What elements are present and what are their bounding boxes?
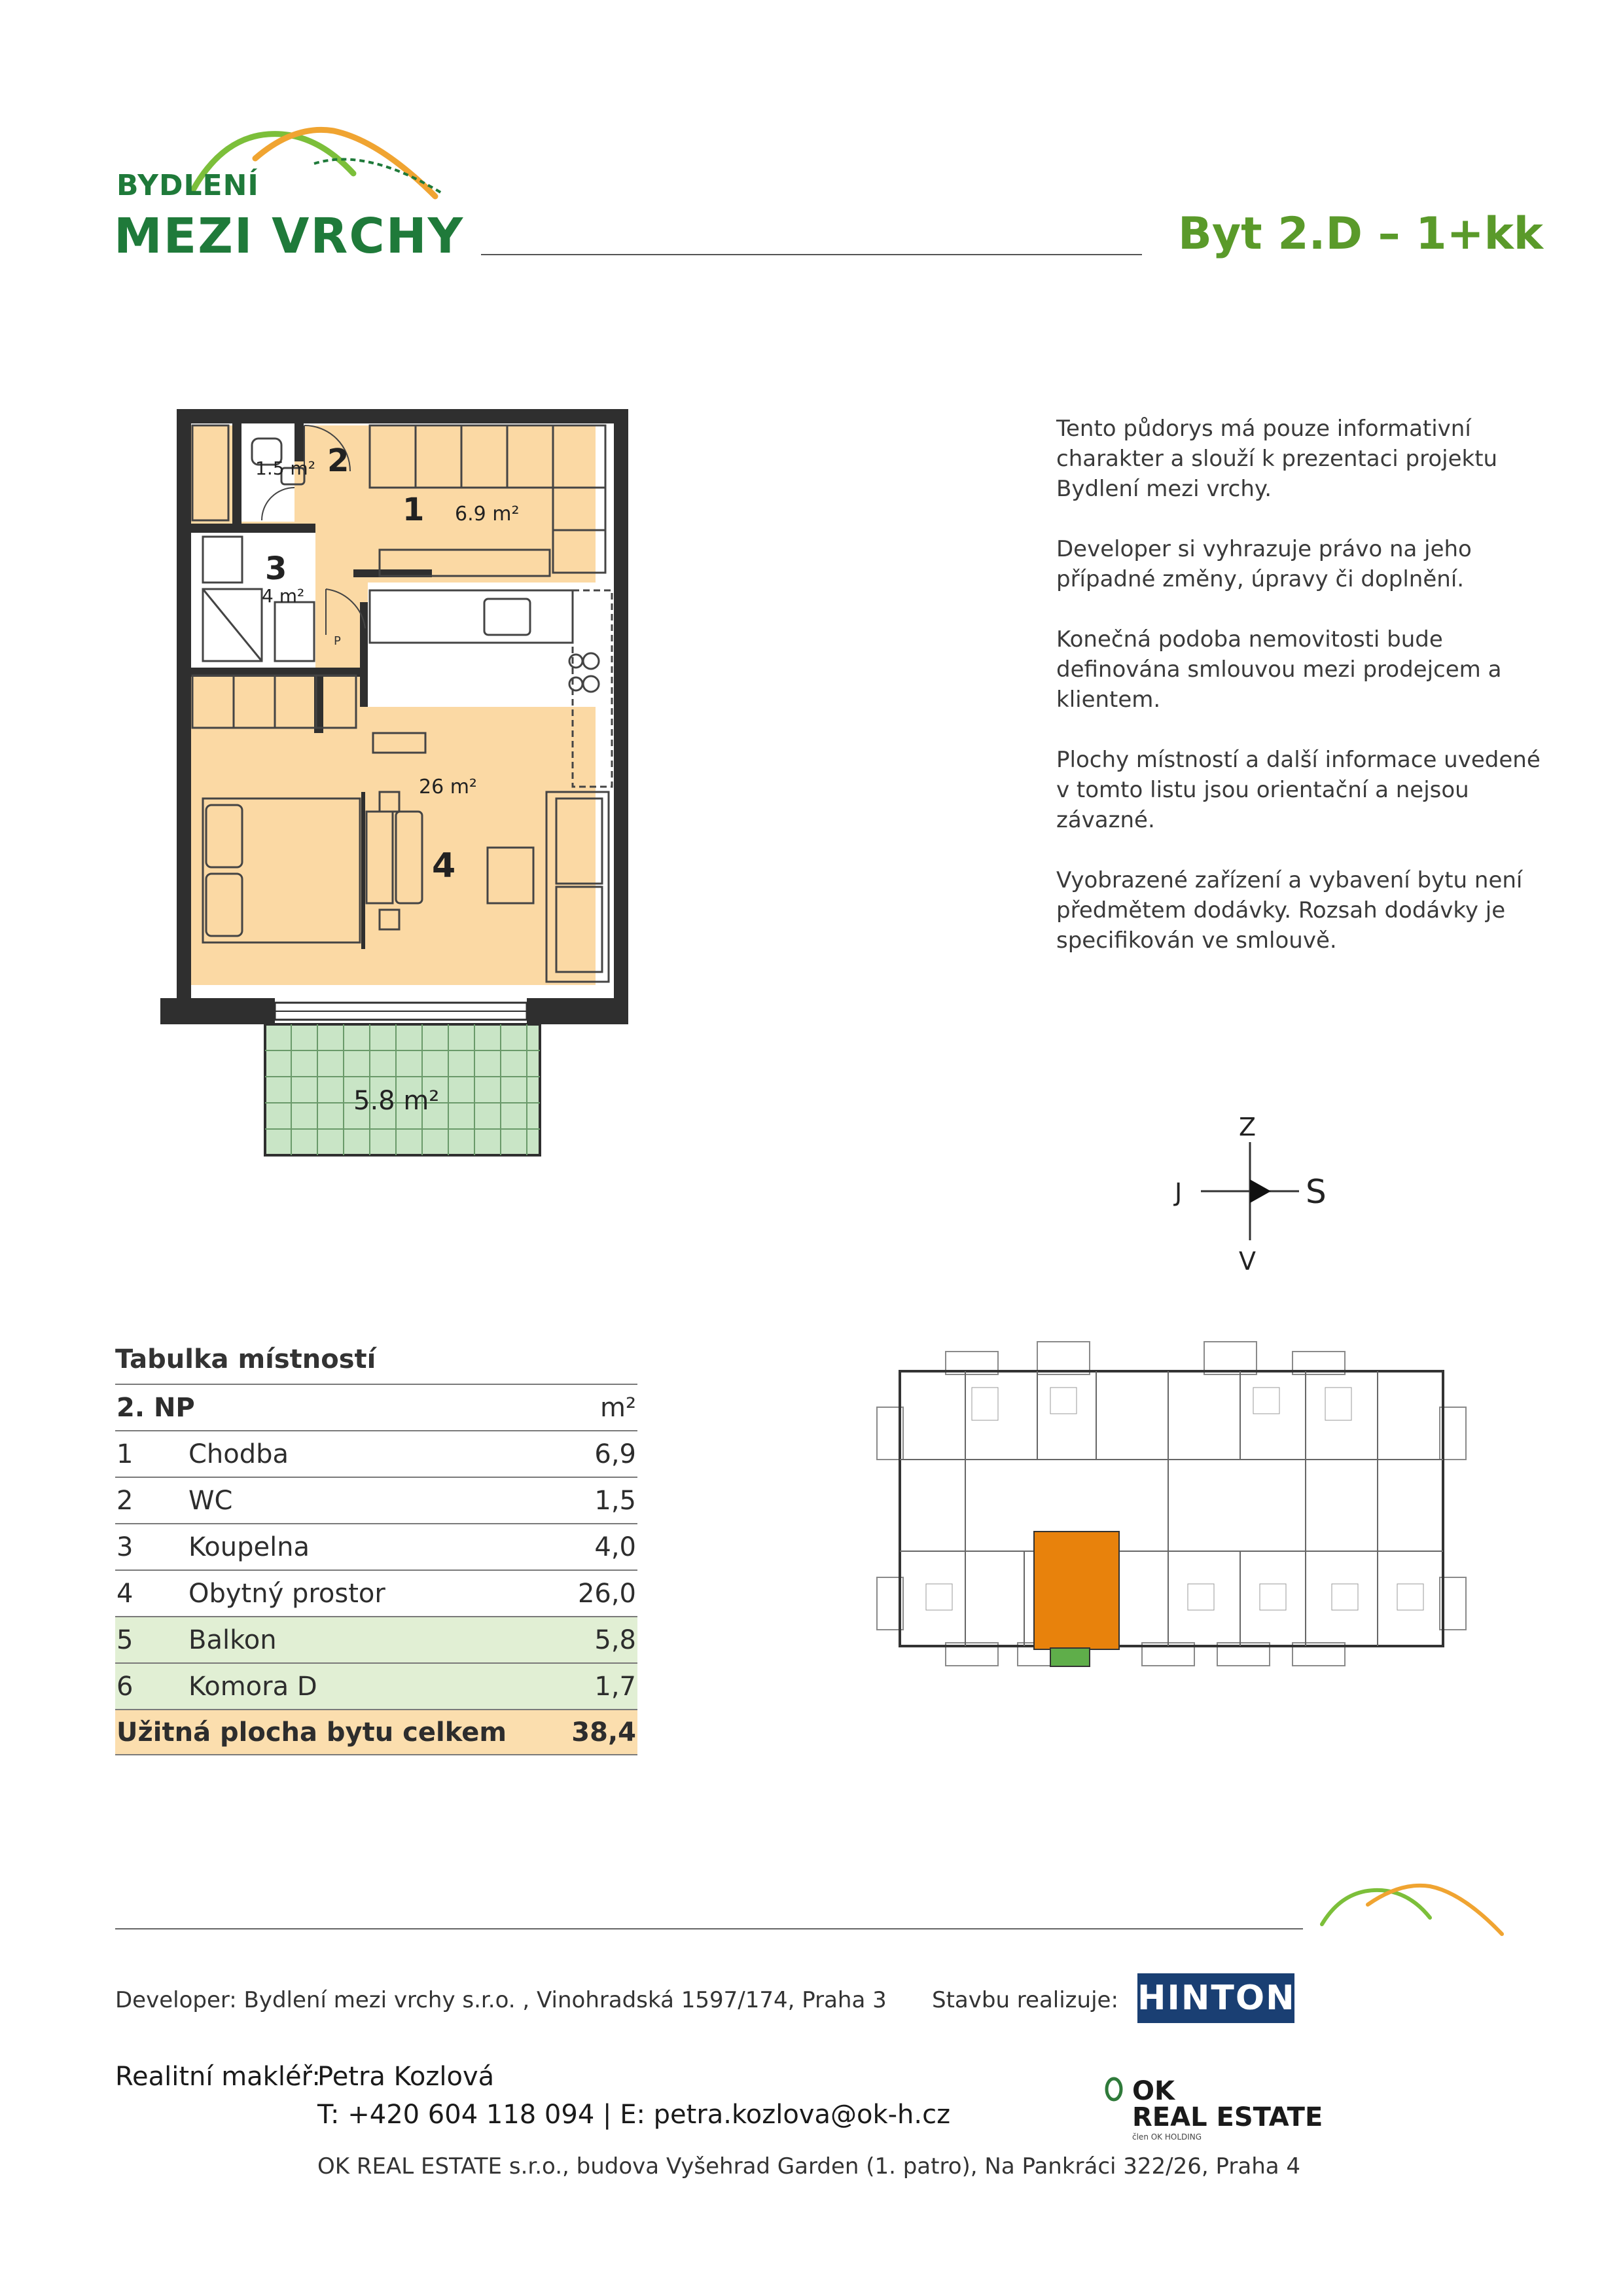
disclaimer-paragraph: Vyobrazené zařízení a vybavení bytu není předmětem dodávky. Rozsah dodávky je specifikován ve smlouvě. bbox=[1056, 867, 1523, 954]
disclaimer-paragraph: Tento půdorys má pouze informativní charakter a slouží k prezentaci projektu Bydlení mezi vrchy. bbox=[1056, 416, 1498, 502]
room-num: 3 bbox=[116, 1532, 134, 1562]
room-area-1: 6.9 m² bbox=[455, 503, 520, 526]
builder-label: Stavbu realizuje: bbox=[932, 1987, 1118, 2013]
room-num: 6 bbox=[116, 1671, 134, 1702]
unit-title: Byt 2.D – 1+kk bbox=[1178, 208, 1544, 260]
disclaimer-text bbox=[1056, 414, 1554, 986]
room-area: 6,9 bbox=[594, 1439, 636, 1469]
brand-name-line1: BYDLENÍ bbox=[116, 169, 259, 202]
room-name: Obytný prostor bbox=[188, 1578, 385, 1609]
agency-logo-line1: OK bbox=[1132, 2076, 1175, 2106]
agency-logo-line2: REAL ESTATE bbox=[1132, 2102, 1323, 2132]
room-number-1: 1 bbox=[402, 492, 425, 528]
floor-key-plan bbox=[874, 1335, 1469, 1689]
table-row bbox=[115, 1477, 637, 1523]
room-name: Chodba bbox=[188, 1439, 289, 1469]
table-row bbox=[115, 1616, 637, 1662]
closet-label: P bbox=[334, 634, 341, 648]
compass-south: J bbox=[1175, 1178, 1183, 1207]
room-name: Balkon bbox=[188, 1624, 277, 1655]
room-name: WC bbox=[188, 1485, 233, 1516]
area-unit-label: m² bbox=[600, 1392, 636, 1423]
header-divider bbox=[481, 254, 1142, 255]
floor-label: 2. NP bbox=[116, 1392, 195, 1423]
room-area-4: 26 m² bbox=[419, 776, 477, 798]
agency-address: OK REAL ESTATE s.r.o., budova Vyšehrad Garden (1. patro), Na Pankráci 322/26, Praha 4 bbox=[317, 2153, 1301, 2179]
room-area: 26,0 bbox=[577, 1578, 636, 1609]
compass-east: V bbox=[1239, 1247, 1256, 1276]
room-table bbox=[115, 1335, 637, 1755]
room-num: 2 bbox=[116, 1485, 134, 1516]
brand-name-line2: MEZI VRCHY bbox=[114, 208, 465, 264]
room-table-header bbox=[115, 1384, 637, 1430]
highlighted-unit bbox=[1034, 1532, 1119, 1649]
room-num: 4 bbox=[116, 1578, 134, 1609]
room-name: Komora D bbox=[188, 1671, 317, 1702]
room-name: Koupelna bbox=[188, 1532, 310, 1562]
room-area: 1,7 bbox=[594, 1671, 636, 1702]
room-area-2: 1.5 m² bbox=[255, 457, 315, 479]
agent-label: Realitní makléř: bbox=[115, 2062, 321, 2092]
disclaimer-paragraph: Plochy místností a další informace uvedené v tomto listu jsou orientační a nejsou závazné. bbox=[1056, 747, 1541, 833]
room-area-3: 4 m² bbox=[262, 585, 305, 607]
footer-hills-logo bbox=[1315, 1872, 1512, 1944]
agency-logo-tagline: člen OK HOLDING bbox=[1132, 2132, 1202, 2142]
table-row bbox=[115, 1662, 637, 1709]
room-number-2: 2 bbox=[327, 442, 349, 479]
footer-divider bbox=[115, 1928, 1303, 1929]
total-label: Užitná plocha bytu celkem bbox=[116, 1717, 507, 1748]
table-row bbox=[115, 1570, 637, 1616]
compass-north: S bbox=[1306, 1173, 1327, 1211]
disclaimer-paragraph: Konečná podoba nemovitosti bude definována smlouvou mezi prodejcem a klientem. bbox=[1056, 626, 1502, 713]
compass-west: Z bbox=[1239, 1113, 1257, 1141]
builder-logo: HINTON bbox=[1137, 1973, 1294, 2023]
room-table-title: Tabulka místností bbox=[115, 1344, 376, 1374]
agent-contact: T: +420 604 118 094 | E: petra.kozlova@ok-h.cz bbox=[317, 2100, 951, 2130]
table-total-row bbox=[115, 1709, 637, 1755]
agent-name: Petra Kozlová bbox=[317, 2062, 495, 2092]
developer-info: Developer: Bydlení mezi vrchy s.r.o. , Vinohradská 1597/174, Praha 3 bbox=[115, 1987, 887, 2013]
floor-plan bbox=[157, 406, 641, 1158]
ok-holding-icon bbox=[1103, 2076, 1124, 2106]
room-number-3: 3 bbox=[265, 550, 287, 587]
room-number-4: 4 bbox=[432, 846, 456, 886]
disclaimer-paragraph: Developer si vyhrazuje právo na jeho případné změny, úpravy či doplnění. bbox=[1056, 536, 1472, 592]
room-area: 1,5 bbox=[594, 1485, 636, 1516]
room-num: 1 bbox=[116, 1439, 134, 1469]
table-row bbox=[115, 1430, 637, 1477]
room-area: 5,8 bbox=[594, 1624, 636, 1655]
room-num: 5 bbox=[116, 1624, 134, 1655]
highlighted-balcony bbox=[1050, 1648, 1090, 1666]
balcony-area: 5.8 m² bbox=[353, 1086, 440, 1116]
room-area: 4,0 bbox=[594, 1532, 636, 1562]
total-value: 38,4 bbox=[571, 1717, 636, 1748]
table-row bbox=[115, 1523, 637, 1570]
